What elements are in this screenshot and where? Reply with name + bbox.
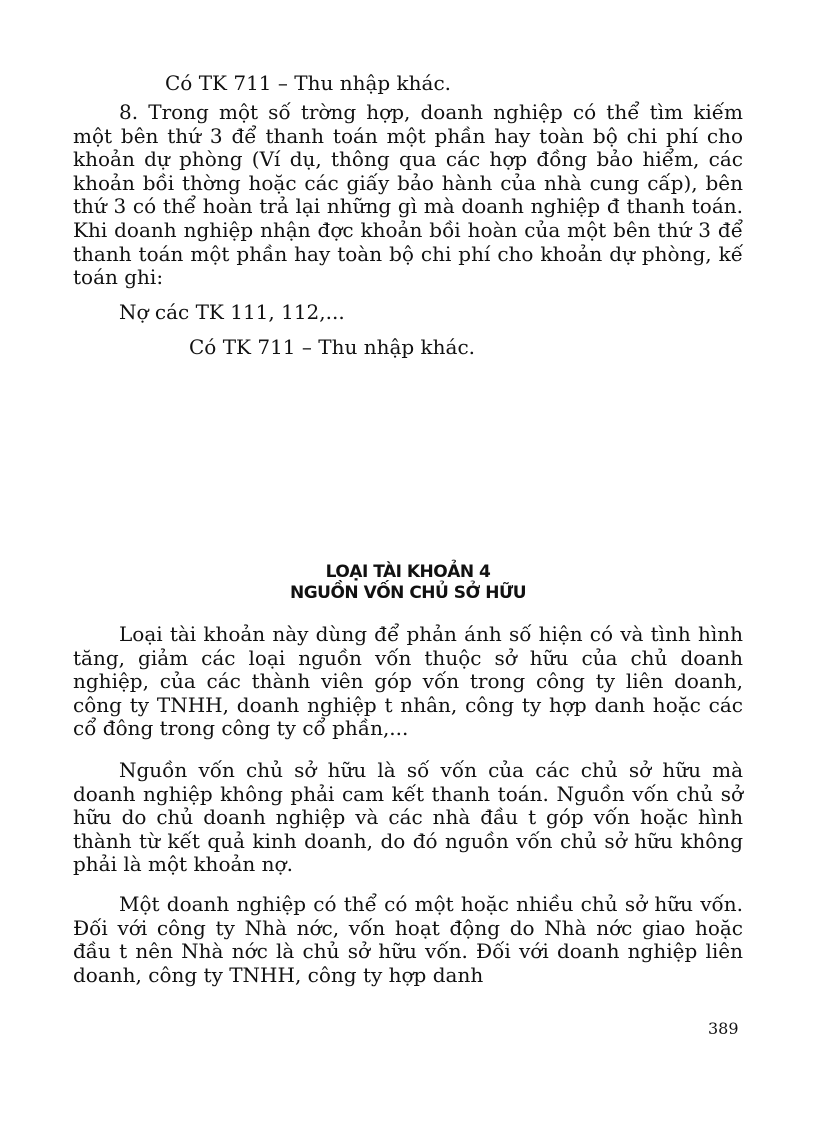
- page-number: 389: [708, 1019, 739, 1038]
- paragraph-account-type-text: Loại tài khoản này dùng để phản ánh số hiện có và tình hình tăng, giảm các loại nguồn vốn thuộc sở hữu của chủ doanh nghiệp, của các thành viên góp vốn trong công ty liên doanh, công ty TNHH, doanh nghiệp t nhân, công ty hợp danh hoặc các cổ đông trong công ty cổ phần,...: [73, 622, 743, 741]
- paragraph-ownership-types-text: Một doanh nghiệp có thể có một hoặc nhiều chủ sở hữu vốn. Đối với công ty Nhà nớc, vốn hoạt động do Nhà nớc giao hoặc đầu t nên Nhà nớc là chủ sở hữu vốn. Đối với doanh nghiệp liên doanh, công ty TNHH, công ty hợp danh: [73, 892, 743, 987]
- debit-entry-line: Nợ các TK 111, 112,...: [119, 300, 345, 324]
- chapter-heading-line-1: LOẠI TÀI KHOẢN 4: [325, 562, 491, 582]
- paragraph-owner-equity-definition: [73, 759, 743, 877]
- paragraph-ownership-types: [73, 893, 743, 987]
- paragraph-item-8: [73, 101, 743, 290]
- chapter-heading-line-2: NGUỒN VỐN CHỦ SỞ HỮU: [289, 583, 526, 603]
- paragraph-item-8-text: 8. Trong một số trờng hợp, doanh nghiệp có thể tìm kiếm một bên thứ 3 để thanh toán một phần hay toàn bộ chi phí cho khoản dự phòng (Ví dụ, thông qua các hợp đồng bảo hiểm, các khoản bồi thờng hoặc các giấy bảo hành của nhà cung cấp), bên thứ 3 có thể hoàn trả lại những gì mà doanh nghiệp đ thanh toán. Khi doanh nghiệp nhận đợc khoản bồi hoàn của một bên thứ 3 để thanh toán một phần hay toàn bộ chi phí cho khoản dự phòng, kế toán ghi:: [73, 100, 743, 290]
- credit-entry-line-top: Có TK 711 – Thu nhập khác.: [165, 71, 452, 95]
- paragraph-owner-equity-text: Nguồn vốn chủ sở hữu là số vốn của các chủ sở hữu mà doanh nghiệp không phải cam kết thanh toán. Nguồn vốn chủ sở hữu do chủ doanh nghiệp và các nhà đầu t góp vốn hoặc hình thành từ kết quả kinh doanh, do đó nguồn vốn chủ sở hữu không phải là một khoản nợ.: [73, 758, 743, 877]
- paragraph-account-type-description: [73, 623, 743, 741]
- credit-entry-line: Có TK 711 – Thu nhập khác.: [189, 335, 476, 359]
